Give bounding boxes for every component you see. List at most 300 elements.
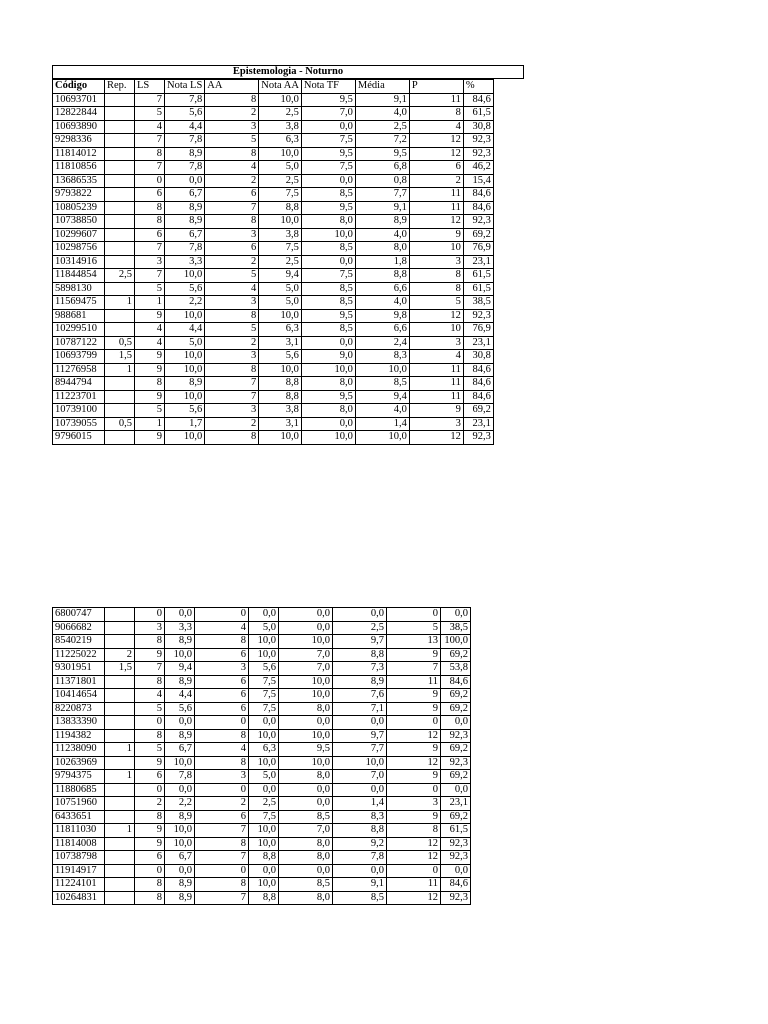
cell-ls: 5 (135, 743, 165, 757)
cell-media: 4,0 (355, 296, 409, 310)
cell-aa: 3 (195, 770, 249, 784)
cell-p: 3 (409, 336, 463, 350)
cell-nota-ls: 8,9 (165, 729, 195, 743)
table-row (53, 648, 471, 662)
cell-code: 10264831 (53, 891, 105, 905)
table-row (53, 363, 494, 377)
cell-nota-ls: 0,0 (165, 608, 195, 622)
cell-nota-tf: 10,0 (301, 228, 355, 242)
cell-rep (105, 797, 135, 811)
cell-nota-ls: 4,4 (165, 120, 205, 134)
cell-nota-tf: 0,0 (301, 120, 355, 134)
cell-nota-ls: 5,0 (165, 336, 205, 350)
cell-aa: 6 (195, 689, 249, 703)
cell-pct: 92,3 (441, 756, 471, 770)
cell-ls: 9 (135, 756, 165, 770)
cell-ls: 9 (135, 837, 165, 851)
cell-rep (105, 675, 135, 689)
cell-media: 7,8 (333, 851, 387, 865)
cell-nota-aa: 10,0 (249, 837, 279, 851)
cell-nota-aa: 7,5 (249, 810, 279, 824)
cell-rep (105, 309, 135, 323)
cell-p: 10 (409, 323, 463, 337)
cell-media: 7,1 (333, 702, 387, 716)
cell-nota-tf: 7,5 (301, 134, 355, 148)
cell-p: 8 (409, 282, 463, 296)
cell-pct: 92,3 (441, 837, 471, 851)
cell-ls: 5 (135, 702, 165, 716)
cell-p: 12 (409, 215, 463, 229)
table-row (53, 147, 494, 161)
cell-code: 10751960 (53, 797, 105, 811)
cell-nota-tf: 7,0 (279, 648, 333, 662)
cell-pct: 53,8 (441, 662, 471, 676)
cell-nota-aa: 7,5 (249, 689, 279, 703)
cell-code: 10298756 (53, 242, 105, 256)
cell-nota-ls: 8,9 (165, 147, 205, 161)
cell-pct: 69,2 (441, 770, 471, 784)
cell-aa: 3 (205, 120, 259, 134)
cell-nota-aa: 5,6 (249, 662, 279, 676)
cell-pct: 23,1 (463, 336, 493, 350)
cell-p: 0 (387, 783, 441, 797)
cell-pct: 61,5 (463, 107, 493, 121)
cell-rep: 1 (105, 743, 135, 757)
header-aa: AA (205, 80, 259, 94)
cell-nota-aa: 7,5 (259, 242, 302, 256)
cell-nota-ls: 8,9 (165, 377, 205, 391)
cell-p: 11 (409, 390, 463, 404)
table-row (53, 282, 494, 296)
table-row (53, 134, 494, 148)
cell-nota-tf: 8,0 (301, 404, 355, 418)
header-pct: % (463, 80, 493, 94)
cell-rep (105, 188, 135, 202)
cell-code: 11914917 (53, 864, 105, 878)
cell-p: 11 (387, 878, 441, 892)
cell-nota-ls: 5,6 (165, 282, 205, 296)
cell-nota-tf: 10,0 (301, 363, 355, 377)
cell-rep (105, 756, 135, 770)
cell-nota-tf: 9,5 (301, 147, 355, 161)
cell-media: 8,5 (355, 377, 409, 391)
cell-aa: 6 (195, 648, 249, 662)
cell-aa: 3 (205, 296, 259, 310)
cell-p: 0 (387, 864, 441, 878)
cell-nota-tf: 7,5 (301, 269, 355, 283)
cell-media: 4,0 (355, 107, 409, 121)
cell-media: 0,8 (355, 174, 409, 188)
cell-nota-tf: 10,0 (279, 729, 333, 743)
cell-nota-aa: 5,6 (259, 350, 302, 364)
cell-rep (105, 282, 135, 296)
cell-nota-tf: 10,0 (279, 689, 333, 703)
table-row (53, 635, 471, 649)
cell-nota-aa: 6,3 (259, 323, 302, 337)
cell-code: 11276958 (53, 363, 105, 377)
cell-pct: 61,5 (441, 824, 471, 838)
cell-media: 6,8 (355, 161, 409, 175)
cell-code: 10693799 (53, 350, 105, 364)
cell-nota-ls: 9,4 (165, 662, 195, 676)
cell-aa: 4 (205, 282, 259, 296)
cell-code: 10739055 (53, 417, 105, 431)
cell-p: 4 (409, 120, 463, 134)
cell-rep (105, 689, 135, 703)
table-row (53, 107, 494, 121)
cell-aa: 5 (205, 323, 259, 337)
cell-pct: 38,5 (463, 296, 493, 310)
cell-code: 10805239 (53, 201, 105, 215)
cell-ls: 1 (135, 417, 165, 431)
cell-code: 5898130 (53, 282, 105, 296)
cell-nota-aa: 10,0 (259, 363, 302, 377)
header-media: Média (355, 80, 409, 94)
cell-ls: 6 (135, 228, 165, 242)
cell-pct: 92,3 (463, 309, 493, 323)
table-row (53, 608, 471, 622)
cell-p: 12 (387, 729, 441, 743)
cell-aa: 5 (205, 269, 259, 283)
cell-p: 11 (409, 93, 463, 107)
cell-rep (105, 878, 135, 892)
cell-p: 7 (387, 662, 441, 676)
cell-media: 7,2 (355, 134, 409, 148)
table-row (53, 797, 471, 811)
cell-code: 10693701 (53, 93, 105, 107)
cell-code: 11224101 (53, 878, 105, 892)
cell-pct: 23,1 (463, 255, 493, 269)
cell-p: 0 (387, 608, 441, 622)
cell-code: 11880685 (53, 783, 105, 797)
cell-rep (105, 215, 135, 229)
cell-nota-ls: 10,0 (165, 431, 205, 445)
cell-aa: 0 (195, 783, 249, 797)
cell-p: 12 (387, 891, 441, 905)
cell-nota-ls: 3,3 (165, 621, 195, 635)
cell-nota-tf: 10,0 (301, 431, 355, 445)
cell-nota-tf: 8,0 (301, 377, 355, 391)
cell-media: 2,4 (355, 336, 409, 350)
cell-nota-tf: 8,5 (301, 282, 355, 296)
cell-p: 9 (387, 648, 441, 662)
cell-ls: 0 (135, 608, 165, 622)
cell-code: 10787122 (53, 336, 105, 350)
cell-rep (105, 404, 135, 418)
cell-code: 11223701 (53, 390, 105, 404)
cell-p: 2 (409, 174, 463, 188)
cell-pct: 84,6 (463, 363, 493, 377)
cell-aa: 7 (195, 851, 249, 865)
cell-rep: 2,5 (105, 269, 135, 283)
cell-code: 9298336 (53, 134, 105, 148)
cell-nota-ls: 10,0 (165, 390, 205, 404)
cell-p: 12 (387, 851, 441, 865)
cell-nota-ls: 10,0 (165, 269, 205, 283)
cell-media: 0,0 (333, 864, 387, 878)
cell-nota-tf: 9,5 (301, 201, 355, 215)
cell-rep (105, 107, 135, 121)
cell-nota-aa: 9,4 (259, 269, 302, 283)
cell-p: 10 (409, 242, 463, 256)
cell-rep (105, 323, 135, 337)
cell-aa: 6 (195, 675, 249, 689)
cell-p: 9 (387, 810, 441, 824)
cell-p: 8 (387, 824, 441, 838)
cell-ls: 7 (135, 269, 165, 283)
cell-nota-tf: 8,0 (279, 851, 333, 865)
cell-nota-ls: 5,6 (165, 107, 205, 121)
cell-code: 988681 (53, 309, 105, 323)
cell-pct: 84,6 (441, 675, 471, 689)
cell-rep: 1 (105, 363, 135, 377)
cell-media: 8,3 (355, 350, 409, 364)
cell-ls: 7 (135, 93, 165, 107)
header-nota-ls: Nota LS (165, 80, 205, 94)
cell-nota-aa: 2,5 (259, 107, 302, 121)
cell-aa: 7 (195, 891, 249, 905)
cell-nota-tf: 7,0 (279, 662, 333, 676)
cell-nota-aa: 5,0 (259, 161, 302, 175)
cell-aa: 8 (195, 756, 249, 770)
cell-ls: 9 (135, 390, 165, 404)
cell-nota-tf: 0,0 (301, 255, 355, 269)
cell-media: 0,0 (333, 783, 387, 797)
table-row (53, 743, 471, 757)
cell-nota-ls: 2,2 (165, 296, 205, 310)
cell-nota-aa: 8,8 (249, 851, 279, 865)
cell-p: 6 (409, 161, 463, 175)
cell-code: 1194382 (53, 729, 105, 743)
cell-nota-ls: 10,0 (165, 824, 195, 838)
cell-rep (105, 716, 135, 730)
cell-ls: 4 (135, 120, 165, 134)
cell-aa: 3 (205, 350, 259, 364)
cell-nota-tf: 9,5 (301, 390, 355, 404)
cell-media: 1,8 (355, 255, 409, 269)
cell-nota-aa: 0,0 (249, 716, 279, 730)
cell-media: 9,1 (355, 201, 409, 215)
cell-media: 9,5 (355, 147, 409, 161)
cell-pct: 84,6 (463, 188, 493, 202)
cell-nota-aa: 10,0 (259, 147, 302, 161)
cell-p: 11 (387, 675, 441, 689)
cell-pct: 100,0 (441, 635, 471, 649)
cell-code: 9794375 (53, 770, 105, 784)
cell-nota-aa: 10,0 (249, 756, 279, 770)
cell-nota-aa: 10,0 (249, 878, 279, 892)
cell-media: 7,3 (333, 662, 387, 676)
table-row (53, 188, 494, 202)
cell-ls: 0 (135, 783, 165, 797)
table-row (53, 404, 494, 418)
cell-nota-tf: 7,5 (301, 161, 355, 175)
cell-ls: 3 (135, 621, 165, 635)
cell-nota-ls: 7,8 (165, 93, 205, 107)
cell-nota-aa: 6,3 (249, 743, 279, 757)
cell-aa: 0 (195, 716, 249, 730)
cell-nota-ls: 3,3 (165, 255, 205, 269)
cell-code: 9796015 (53, 431, 105, 445)
cell-aa: 4 (205, 161, 259, 175)
table-row (53, 891, 471, 905)
cell-code: 11814012 (53, 147, 105, 161)
cell-pct: 84,6 (463, 93, 493, 107)
cell-p: 12 (409, 147, 463, 161)
cell-rep (105, 377, 135, 391)
cell-aa: 3 (195, 662, 249, 676)
cell-p: 3 (387, 797, 441, 811)
cell-media: 1,4 (333, 797, 387, 811)
cell-code: 11814008 (53, 837, 105, 851)
cell-rep: 0,5 (105, 336, 135, 350)
cell-p: 12 (387, 837, 441, 851)
cell-code: 11844854 (53, 269, 105, 283)
cell-aa: 5 (205, 134, 259, 148)
cell-ls: 8 (135, 147, 165, 161)
cell-code: 10414654 (53, 689, 105, 703)
cell-rep (105, 93, 135, 107)
header-rep: Rep. (105, 80, 135, 94)
cell-rep (105, 635, 135, 649)
cell-pct: 0,0 (441, 864, 471, 878)
cell-nota-aa: 10,0 (259, 309, 302, 323)
cell-nota-tf: 8,0 (279, 770, 333, 784)
cell-ls: 0 (135, 716, 165, 730)
cell-rep (105, 729, 135, 743)
cell-nota-tf: 0,0 (301, 174, 355, 188)
cell-rep (105, 810, 135, 824)
table-row (53, 255, 494, 269)
cell-p: 3 (409, 255, 463, 269)
cell-code: 8944794 (53, 377, 105, 391)
cell-nota-ls: 8,9 (165, 675, 195, 689)
cell-media: 6,6 (355, 282, 409, 296)
cell-aa: 4 (195, 621, 249, 635)
cell-nota-ls: 7,8 (165, 161, 205, 175)
cell-nota-aa: 2,5 (249, 797, 279, 811)
cell-nota-aa: 3,1 (259, 336, 302, 350)
cell-aa: 2 (205, 417, 259, 431)
cell-nota-aa: 5,0 (259, 282, 302, 296)
cell-nota-ls: 1,7 (165, 417, 205, 431)
cell-nota-aa: 10,0 (259, 431, 302, 445)
cell-pct: 61,5 (463, 269, 493, 283)
cell-pct: 92,3 (441, 891, 471, 905)
cell-media: 8,3 (333, 810, 387, 824)
cell-code: 11569475 (53, 296, 105, 310)
cell-rep (105, 837, 135, 851)
cell-pct: 23,1 (441, 797, 471, 811)
cell-nota-ls: 8,9 (165, 201, 205, 215)
cell-nota-ls: 10,0 (165, 837, 195, 851)
cell-rep (105, 891, 135, 905)
table-row (53, 729, 471, 743)
cell-media: 8,8 (355, 269, 409, 283)
cell-aa: 2 (205, 107, 259, 121)
cell-pct: 15,4 (463, 174, 493, 188)
cell-media: 6,6 (355, 323, 409, 337)
cell-media: 9,1 (355, 93, 409, 107)
cell-code: 11238090 (53, 743, 105, 757)
cell-ls: 9 (135, 648, 165, 662)
cell-code: 10738798 (53, 851, 105, 865)
cell-ls: 9 (135, 824, 165, 838)
cell-nota-ls: 5,6 (165, 702, 195, 716)
cell-media: 0,0 (333, 608, 387, 622)
cell-media: 8,5 (333, 891, 387, 905)
cell-media: 4,0 (355, 228, 409, 242)
cell-nota-ls: 10,0 (165, 309, 205, 323)
cell-p: 12 (409, 431, 463, 445)
cell-p: 13 (387, 635, 441, 649)
cell-code: 13686535 (53, 174, 105, 188)
table-row (53, 120, 494, 134)
cell-code: 9066682 (53, 621, 105, 635)
cell-p: 11 (409, 201, 463, 215)
cell-nota-aa: 2,5 (259, 255, 302, 269)
cell-nota-tf: 7,0 (301, 107, 355, 121)
cell-code: 8220873 (53, 702, 105, 716)
cell-media: 7,6 (333, 689, 387, 703)
cell-nota-aa: 2,5 (259, 174, 302, 188)
cell-rep (105, 608, 135, 622)
cell-media: 2,5 (333, 621, 387, 635)
cell-nota-aa: 7,5 (249, 702, 279, 716)
cell-ls: 9 (135, 431, 165, 445)
cell-p: 9 (387, 689, 441, 703)
cell-nota-aa: 6,3 (259, 134, 302, 148)
cell-pct: 84,6 (463, 390, 493, 404)
cell-p: 9 (387, 702, 441, 716)
cell-nota-aa: 10,0 (259, 215, 302, 229)
cell-aa: 8 (205, 215, 259, 229)
cell-nota-tf: 9,0 (301, 350, 355, 364)
table-row (53, 228, 494, 242)
cell-rep (105, 864, 135, 878)
table-row (53, 309, 494, 323)
cell-code: 10739100 (53, 404, 105, 418)
cell-aa: 2 (205, 336, 259, 350)
table-row (53, 201, 494, 215)
cell-ls: 4 (135, 323, 165, 337)
cell-media: 8,8 (333, 648, 387, 662)
cell-nota-aa: 3,8 (259, 120, 302, 134)
cell-nota-ls: 10,0 (165, 350, 205, 364)
cell-pct: 69,2 (441, 689, 471, 703)
cell-pct: 92,3 (463, 431, 493, 445)
cell-nota-aa: 0,0 (249, 864, 279, 878)
cell-code: 10738850 (53, 215, 105, 229)
cell-pct: 69,2 (441, 743, 471, 757)
table-row (53, 215, 494, 229)
cell-pct: 92,3 (441, 851, 471, 865)
table-row (53, 675, 471, 689)
cell-aa: 6 (205, 242, 259, 256)
cell-ls: 0 (135, 864, 165, 878)
cell-nota-ls: 7,8 (165, 134, 205, 148)
cell-media: 7,7 (333, 743, 387, 757)
table-row (53, 864, 471, 878)
table-row (53, 350, 494, 364)
cell-pct: 30,8 (463, 350, 493, 364)
cell-nota-tf: 8,5 (301, 242, 355, 256)
cell-code: 9301951 (53, 662, 105, 676)
cell-rep: 2 (105, 648, 135, 662)
cell-code: 11371801 (53, 675, 105, 689)
cell-nota-tf: 8,0 (279, 891, 333, 905)
cell-code: 11225022 (53, 648, 105, 662)
